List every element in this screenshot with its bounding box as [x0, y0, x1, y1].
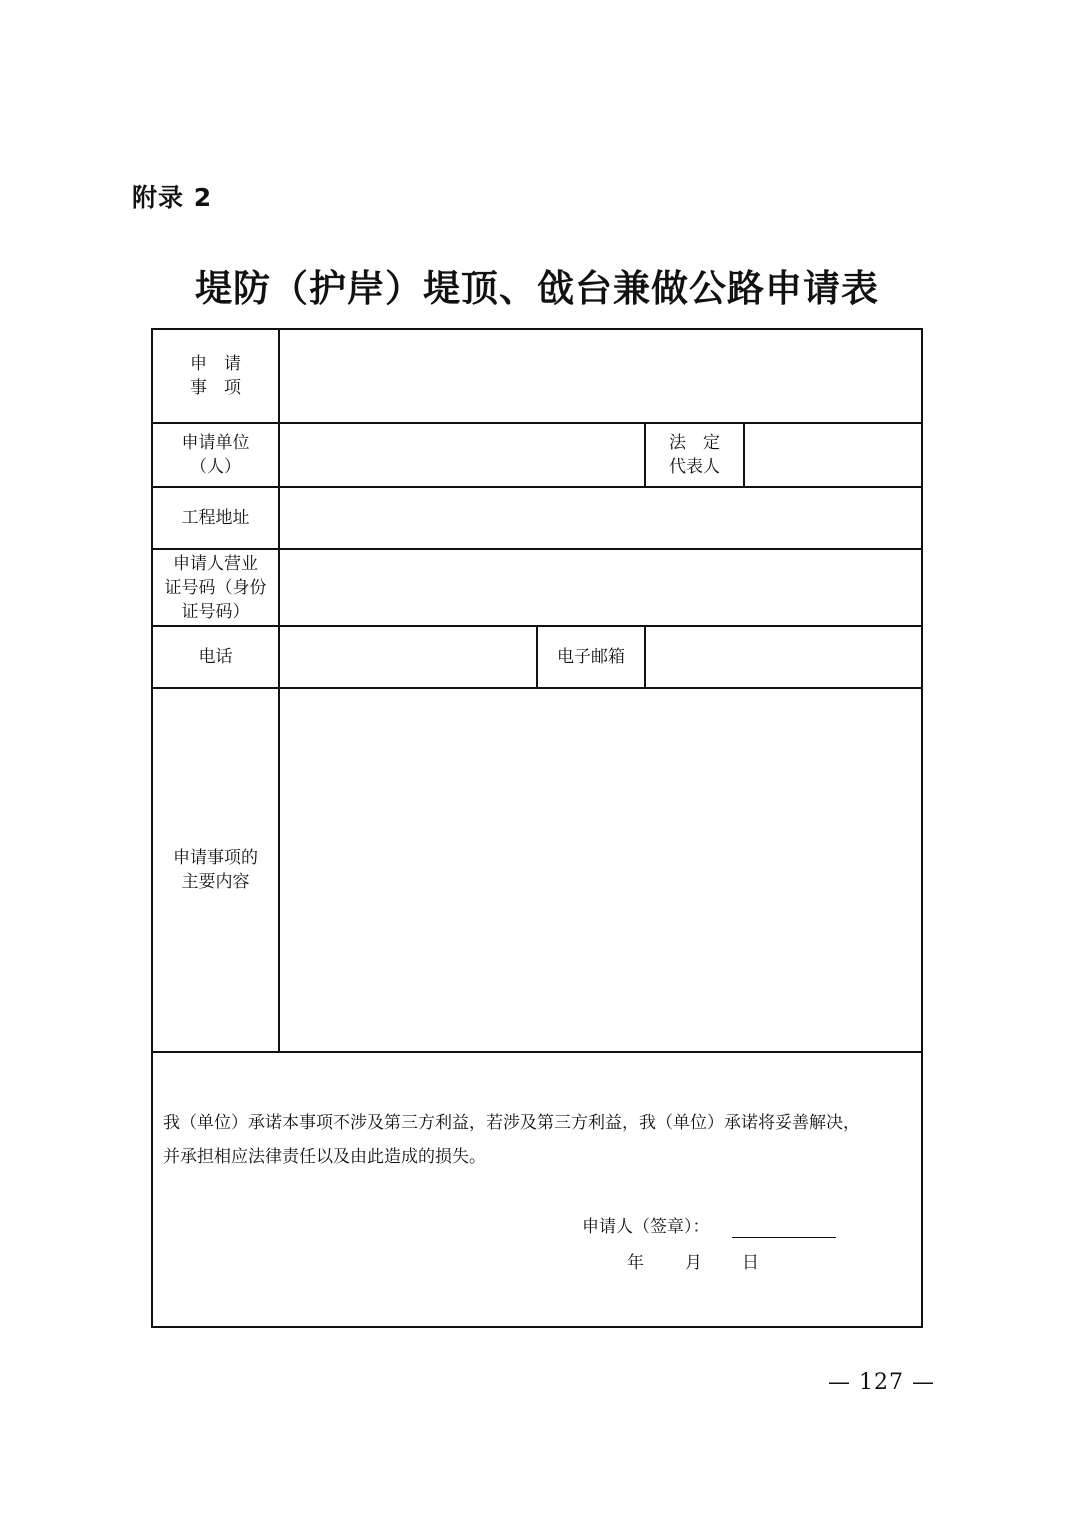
date-day-label: 日	[742, 1253, 759, 1273]
project-address-field[interactable]	[280, 488, 921, 548]
form-title: 堤防（护岸）堤顶、戗台兼做公路申请表	[195, 267, 879, 310]
phone-field[interactable]	[280, 627, 536, 687]
email-field[interactable]	[646, 627, 921, 687]
phone-label: 电话	[198, 647, 233, 667]
signature-field[interactable]	[732, 1211, 836, 1237]
date-year-label: 年	[627, 1253, 644, 1273]
applicant-unit-label: 申请单位 （人）	[181, 433, 250, 477]
main-content-label: 申请事项的 主要内容	[173, 848, 258, 892]
appendix-label: 附录 2	[132, 183, 213, 212]
legal-representative-label: 法 定 代表人	[669, 433, 720, 477]
signature-line	[732, 1237, 836, 1238]
application-item-label: 申 请 事 项	[190, 354, 241, 398]
date-month-label: 月	[685, 1253, 702, 1273]
legal-representative-field[interactable]	[745, 424, 921, 486]
project-address-label: 工程地址	[181, 508, 250, 528]
main-content-field[interactable]	[280, 689, 921, 1051]
signature-label: 申请人（签章）：	[582, 1217, 710, 1237]
page-number: — 127 —	[828, 1370, 935, 1395]
license-number-label: 申请人营业 证号码（身份 证号码）	[164, 553, 267, 622]
commitment-statement: 我（单位）承诺本事项不涉及第三方利益，若涉及第三方利益，我（单位）承诺将妥善解决， 并承担相应法律责任以及由此造成的损失。	[163, 1113, 860, 1167]
license-number-field[interactable]	[280, 550, 921, 625]
application-item-field[interactable]	[280, 330, 921, 422]
row-divider	[151, 1051, 923, 1053]
applicant-unit-field[interactable]	[280, 424, 644, 486]
email-label: 电子邮箱	[557, 647, 625, 667]
